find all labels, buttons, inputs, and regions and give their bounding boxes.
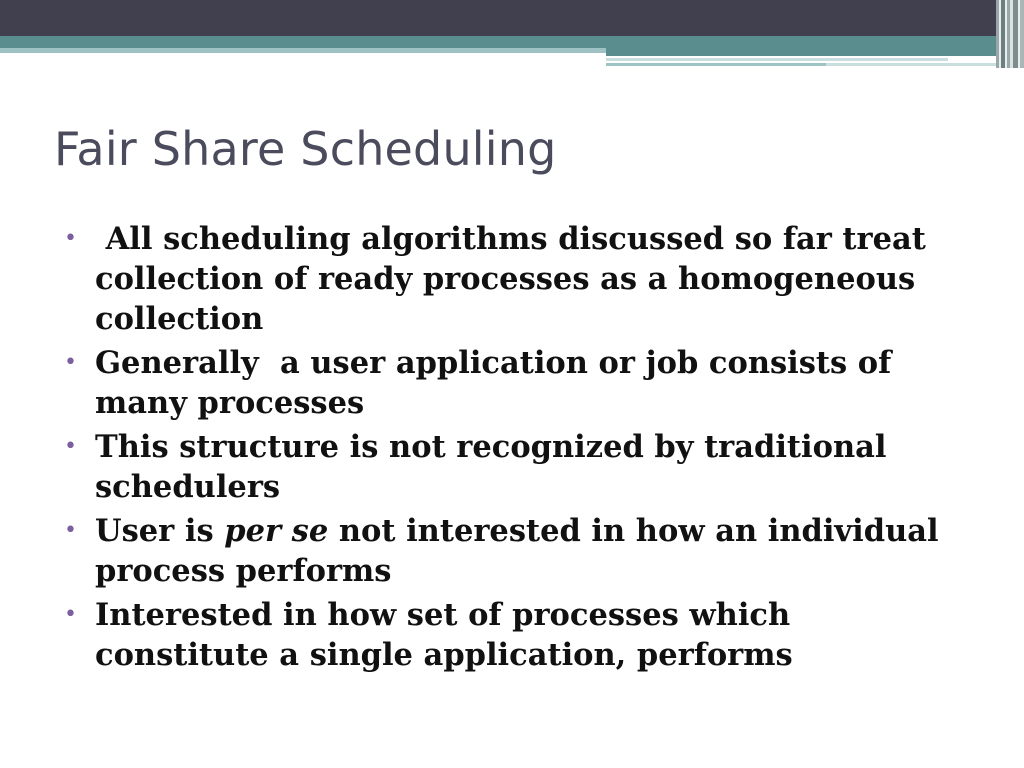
bullet-icon: • xyxy=(64,350,77,375)
header-thin-line xyxy=(826,63,1024,66)
bullet-text: Generally a user application or job consists of many processes xyxy=(95,345,902,421)
header-thin-line xyxy=(606,63,826,66)
bullet-item xyxy=(64,343,964,423)
bullet-item xyxy=(64,595,964,675)
bullet-list xyxy=(64,219,964,679)
bullet-icon: • xyxy=(64,518,77,543)
bullet-text-after: not interested in how an individual process performs xyxy=(95,513,950,589)
bullet-item xyxy=(64,219,964,339)
header-light-band xyxy=(0,48,608,53)
slide-title: Fair Share Scheduling xyxy=(54,122,557,176)
bullet-icon: • xyxy=(64,434,77,459)
bullet-text: Interested in how set of processes which constitute a single application, performs xyxy=(95,597,793,673)
bullet-text: This structure is not recognized by traditional schedulers xyxy=(95,429,887,505)
bullet-item xyxy=(64,511,964,591)
bullet-icon: • xyxy=(64,602,77,627)
header-teal-band xyxy=(0,36,1024,48)
bullet-text-italic: per se xyxy=(224,513,329,549)
header-dark-band xyxy=(0,0,1024,36)
header-teal-right-band xyxy=(606,48,1024,56)
header-thin-line xyxy=(606,58,948,61)
bullet-text: All scheduling algorithms discussed so far treat collection of ready processes as a homogeneous collection xyxy=(95,221,937,337)
bullet-item xyxy=(64,427,964,507)
bullet-text-before: User is xyxy=(95,513,225,549)
bullet-icon: • xyxy=(64,226,77,251)
header-vertical-stripes xyxy=(996,0,1024,68)
